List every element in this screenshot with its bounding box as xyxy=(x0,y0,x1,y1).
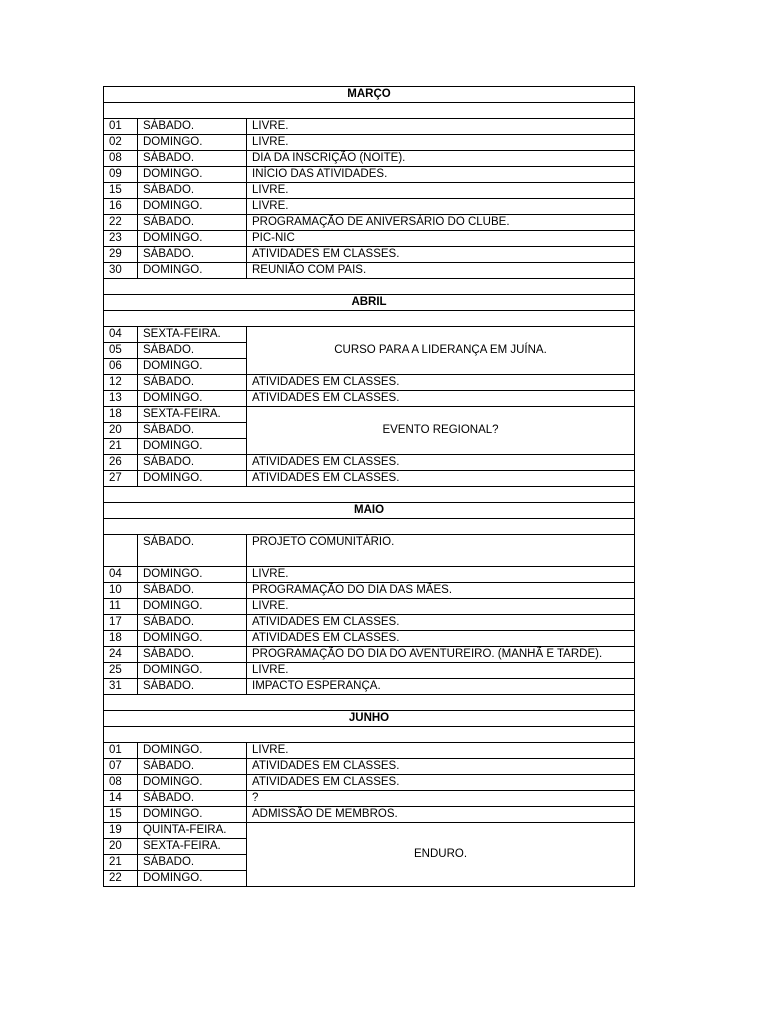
day-number: 24 xyxy=(104,647,138,663)
event-description: ATIVIDADES EM CLASSES. xyxy=(247,375,635,391)
schedule-row xyxy=(104,119,635,135)
month-title: ABRIL xyxy=(104,295,635,311)
weekday: DOMINGO. xyxy=(138,663,247,679)
weekday: DOMINGO. xyxy=(138,471,247,487)
event-description: ATIVIDADES EM CLASSES. xyxy=(247,759,635,775)
day-number: 02 xyxy=(104,135,138,151)
spacer-cell xyxy=(104,311,635,327)
month-header-row xyxy=(104,503,635,519)
weekday: DOMINGO. xyxy=(138,439,247,455)
event-description: ? xyxy=(247,791,635,807)
weekday: SÁBADO. xyxy=(138,119,247,135)
spacer-cell xyxy=(104,727,635,743)
day-number: 18 xyxy=(104,407,138,423)
weekday: SÁBADO. xyxy=(138,535,247,567)
weekday: DOMINGO. xyxy=(138,871,247,887)
event-description: REUNIÃO COM PAIS. xyxy=(247,263,635,279)
schedule-row xyxy=(104,599,635,615)
day-number: 20 xyxy=(104,839,138,855)
day-number xyxy=(104,535,138,567)
day-number: 01 xyxy=(104,119,138,135)
event-description: PROGRAMAÇÃO DO DIA DO AVENTUREIRO. (MANHÃ E TARDE). xyxy=(247,647,635,663)
spacer-cell xyxy=(104,695,635,711)
schedule-row xyxy=(104,807,635,823)
weekday: SEXTA-FEIRA. xyxy=(138,327,247,343)
schedule-row xyxy=(104,743,635,759)
weekday: SÁBADO. xyxy=(138,855,247,871)
weekday: SÁBADO. xyxy=(138,247,247,263)
schedule-row xyxy=(104,631,635,647)
event-description: DIA DA INSCRIÇÃO (NOITE). xyxy=(247,151,635,167)
event-merged: ENDURO. xyxy=(247,823,635,887)
day-number: 17 xyxy=(104,615,138,631)
day-number: 05 xyxy=(104,343,138,359)
day-number: 01 xyxy=(104,743,138,759)
event-description: LIVRE. xyxy=(247,599,635,615)
day-number: 08 xyxy=(104,775,138,791)
weekday: SÁBADO. xyxy=(138,791,247,807)
event-description: ADMISSÃO DE MEMBROS. xyxy=(247,807,635,823)
day-number: 22 xyxy=(104,871,138,887)
spacer-cell xyxy=(104,519,635,535)
event-description: LIVRE. xyxy=(247,567,635,583)
month-title: MAIO xyxy=(104,503,635,519)
event-description: LIVRE. xyxy=(247,199,635,215)
weekday: SÁBADO. xyxy=(138,375,247,391)
event-description: INÍCIO DAS ATIVIDADES. xyxy=(247,167,635,183)
weekday: SÁBADO. xyxy=(138,679,247,695)
schedule-row xyxy=(104,535,635,567)
weekday: DOMINGO. xyxy=(138,775,247,791)
schedule-row xyxy=(104,391,635,407)
event-description: LIVRE. xyxy=(247,663,635,679)
day-number: 27 xyxy=(104,471,138,487)
weekday: SÁBADO. xyxy=(138,759,247,775)
day-number: 04 xyxy=(104,327,138,343)
event-description: ATIVIDADES EM CLASSES. xyxy=(247,775,635,791)
schedule-row xyxy=(104,663,635,679)
spacer-row xyxy=(104,311,635,327)
event-description: ATIVIDADES EM CLASSES. xyxy=(247,391,635,407)
event-merged: EVENTO REGIONAL? xyxy=(247,407,635,455)
day-number: 11 xyxy=(104,599,138,615)
event-description: PROGRAMAÇÃO DE ANIVERSÁRIO DO CLUBE. xyxy=(247,215,635,231)
day-number: 13 xyxy=(104,391,138,407)
month-header-row xyxy=(104,295,635,311)
weekday: QUINTA-FEIRA. xyxy=(138,823,247,839)
day-number: 15 xyxy=(104,183,138,199)
spacer-cell xyxy=(104,103,635,119)
weekday: SÁBADO. xyxy=(138,583,247,599)
weekday: DOMINGO. xyxy=(138,631,247,647)
event-description: LIVRE. xyxy=(247,183,635,199)
schedule-row xyxy=(104,167,635,183)
schedule-row xyxy=(104,263,635,279)
day-number: 31 xyxy=(104,679,138,695)
event-description: PIC-NIC xyxy=(247,231,635,247)
day-number: 10 xyxy=(104,583,138,599)
weekday: DOMINGO. xyxy=(138,359,247,375)
spacer-row xyxy=(104,695,635,711)
day-number: 21 xyxy=(104,855,138,871)
schedule-row xyxy=(104,471,635,487)
weekday: DOMINGO. xyxy=(138,743,247,759)
weekday: DOMINGO. xyxy=(138,807,247,823)
day-number: 18 xyxy=(104,631,138,647)
day-number: 26 xyxy=(104,455,138,471)
day-number: 15 xyxy=(104,807,138,823)
schedule-table xyxy=(103,86,635,887)
day-number: 22 xyxy=(104,215,138,231)
weekday: DOMINGO. xyxy=(138,391,247,407)
schedule-row xyxy=(104,247,635,263)
day-number: 07 xyxy=(104,759,138,775)
day-number: 04 xyxy=(104,567,138,583)
event-description: ATIVIDADES EM CLASSES. xyxy=(247,455,635,471)
day-number: 09 xyxy=(104,167,138,183)
weekday: DOMINGO. xyxy=(138,263,247,279)
schedule-row xyxy=(104,791,635,807)
day-number: 12 xyxy=(104,375,138,391)
schedule-row xyxy=(104,407,635,423)
event-description: ATIVIDADES EM CLASSES. xyxy=(247,615,635,631)
month-header-row xyxy=(104,87,635,103)
schedule-row xyxy=(104,823,635,839)
schedule-row xyxy=(104,759,635,775)
weekday: DOMINGO. xyxy=(138,199,247,215)
month-title: MARÇO xyxy=(104,87,635,103)
spacer-row xyxy=(104,487,635,503)
weekday: SEXTA-FEIRA. xyxy=(138,407,247,423)
weekday: SEXTA-FEIRA. xyxy=(138,839,247,855)
month-title: JUNHO xyxy=(104,711,635,727)
day-number: 06 xyxy=(104,359,138,375)
weekday: DOMINGO. xyxy=(138,567,247,583)
weekday: DOMINGO. xyxy=(138,231,247,247)
weekday: SÁBADO. xyxy=(138,615,247,631)
event-description: IMPACTO ESPERANÇA. xyxy=(247,679,635,695)
spacer-cell xyxy=(104,279,635,295)
schedule-row xyxy=(104,775,635,791)
day-number: 29 xyxy=(104,247,138,263)
weekday: SÁBADO. xyxy=(138,215,247,231)
weekday: SÁBADO. xyxy=(138,455,247,471)
weekday: SÁBADO. xyxy=(138,183,247,199)
schedule-row xyxy=(104,615,635,631)
spacer-row xyxy=(104,519,635,535)
schedule-table-body xyxy=(104,87,635,887)
weekday: SÁBADO. xyxy=(138,151,247,167)
schedule-row xyxy=(104,375,635,391)
schedule-row xyxy=(104,567,635,583)
schedule-row xyxy=(104,583,635,599)
day-number: 08 xyxy=(104,151,138,167)
event-merged: CURSO PARA A LIDERANÇA EM JUÍNA. xyxy=(247,327,635,375)
event-description: LIVRE. xyxy=(247,135,635,151)
weekday: DOMINGO. xyxy=(138,599,247,615)
schedule-row xyxy=(104,231,635,247)
schedule-row xyxy=(104,183,635,199)
schedule-row xyxy=(104,455,635,471)
event-description: ATIVIDADES EM CLASSES. xyxy=(247,631,635,647)
spacer-cell xyxy=(104,487,635,503)
schedule-row xyxy=(104,135,635,151)
weekday: DOMINGO. xyxy=(138,167,247,183)
schedule-row xyxy=(104,199,635,215)
day-number: 19 xyxy=(104,823,138,839)
day-number: 30 xyxy=(104,263,138,279)
event-description: LIVRE. xyxy=(247,119,635,135)
weekday: SÁBADO. xyxy=(138,423,247,439)
day-number: 25 xyxy=(104,663,138,679)
weekday: DOMINGO. xyxy=(138,135,247,151)
event-description: PROJETO COMUNITÁRIO. xyxy=(247,535,635,567)
day-number: 23 xyxy=(104,231,138,247)
weekday: SÁBADO. xyxy=(138,647,247,663)
event-description: LIVRE. xyxy=(247,743,635,759)
spacer-row xyxy=(104,103,635,119)
schedule-row xyxy=(104,679,635,695)
schedule-row xyxy=(104,215,635,231)
spacer-row xyxy=(104,279,635,295)
weekday: SÁBADO. xyxy=(138,343,247,359)
schedule-row xyxy=(104,327,635,343)
spacer-row xyxy=(104,727,635,743)
event-description: ATIVIDADES EM CLASSES. xyxy=(247,471,635,487)
month-header-row xyxy=(104,711,635,727)
day-number: 16 xyxy=(104,199,138,215)
day-number: 14 xyxy=(104,791,138,807)
schedule-sheet xyxy=(103,86,634,887)
event-description: PROGRAMAÇÃO DO DIA DAS MÃES. xyxy=(247,583,635,599)
event-description: ATIVIDADES EM CLASSES. xyxy=(247,247,635,263)
day-number: 21 xyxy=(104,439,138,455)
day-number: 20 xyxy=(104,423,138,439)
schedule-row xyxy=(104,151,635,167)
schedule-row xyxy=(104,647,635,663)
